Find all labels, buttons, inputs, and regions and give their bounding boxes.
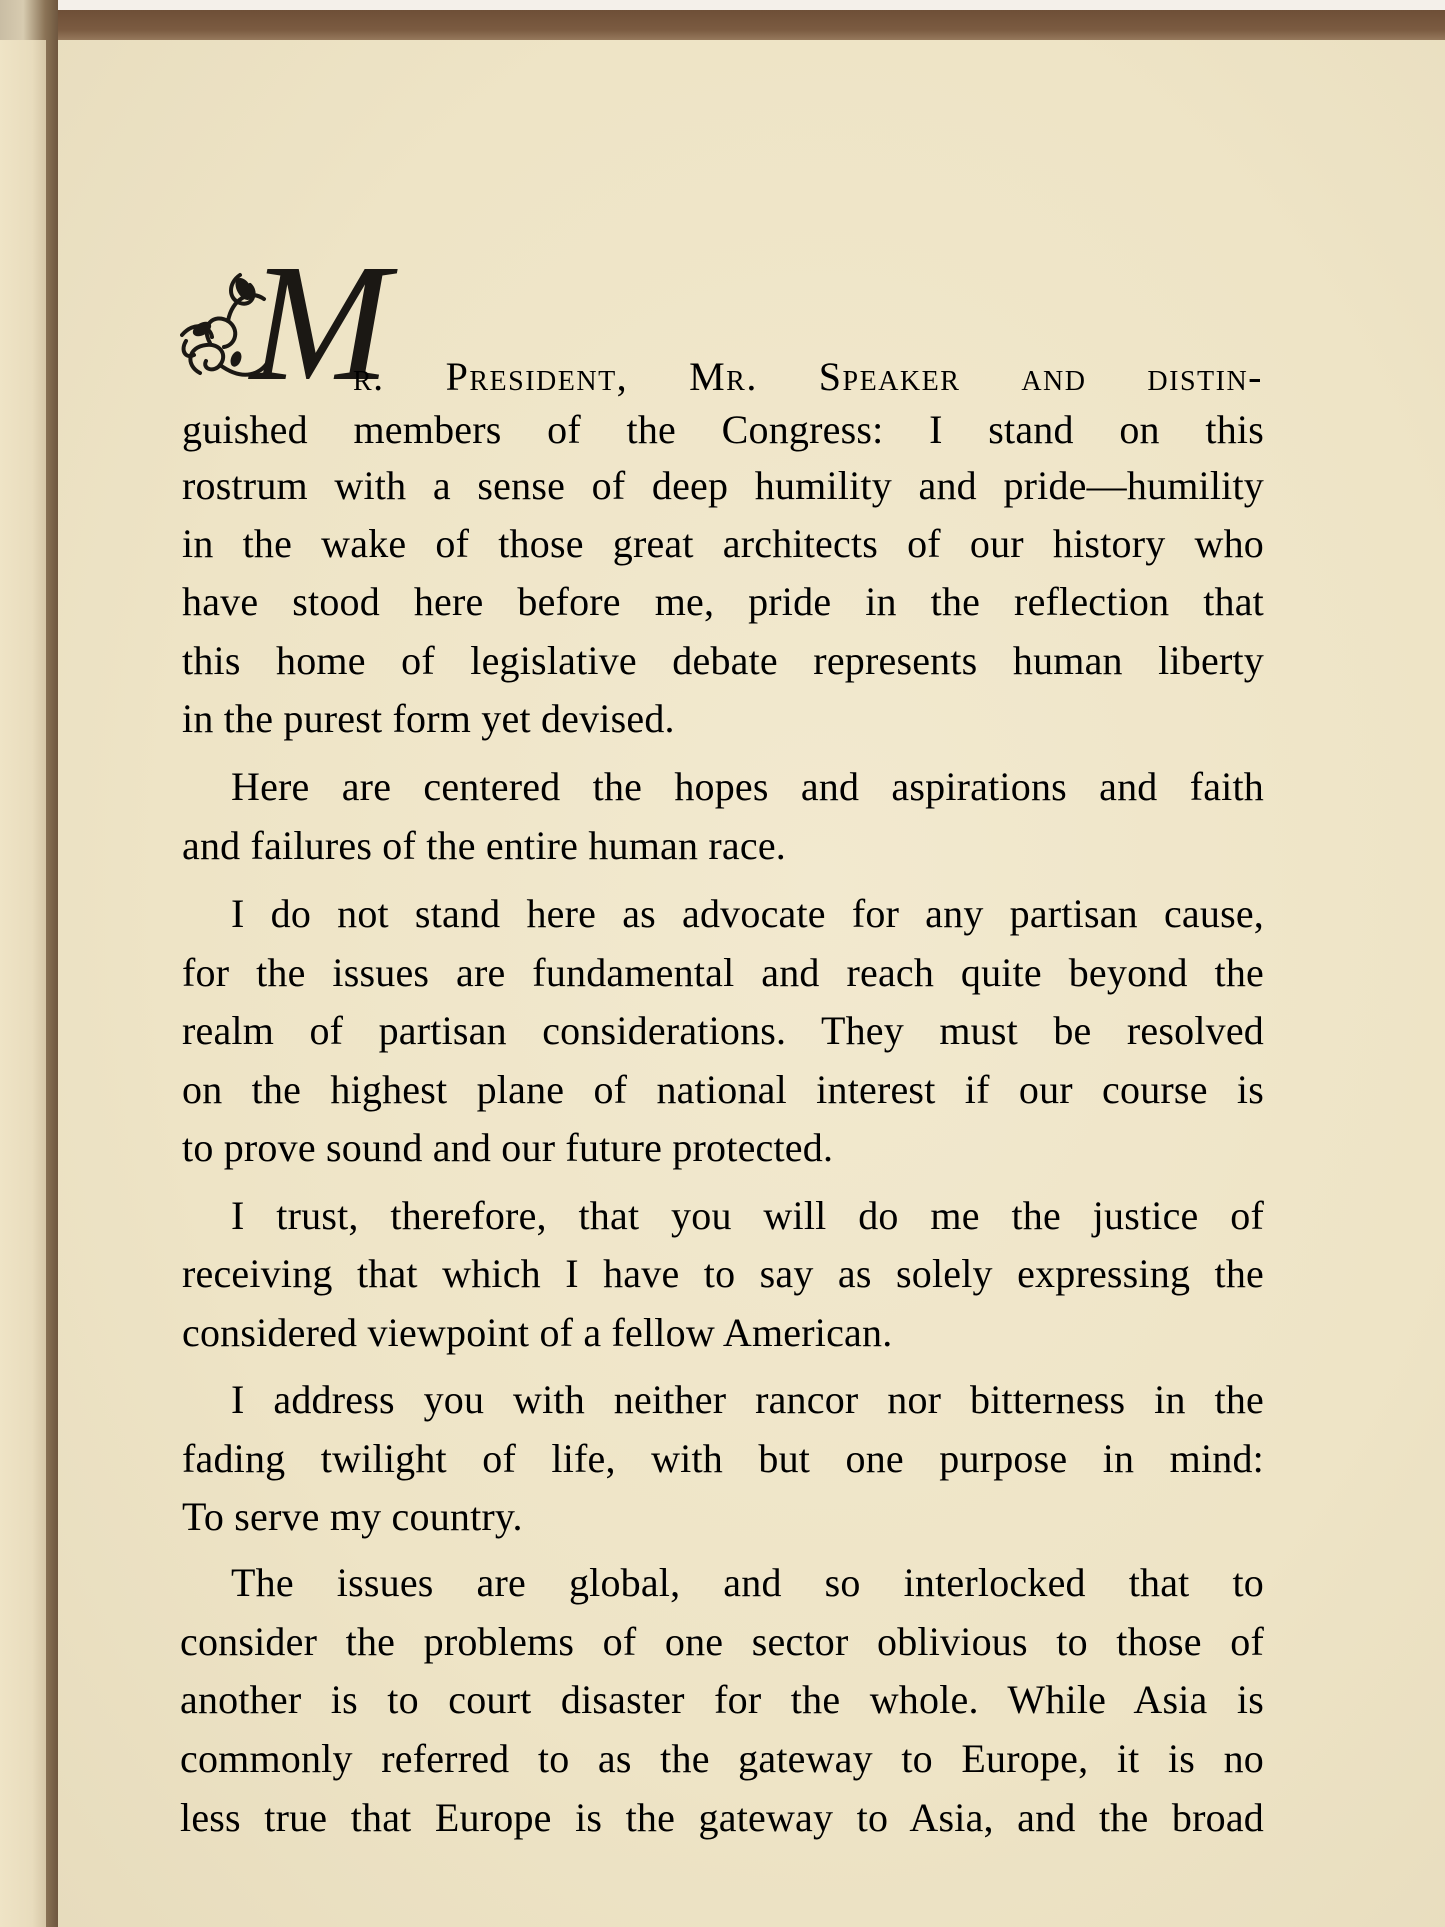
text-line: fading twilight of life, with but one purpose in mind: <box>182 1436 1264 1481</box>
text-line: receiving that which I have to say as solely expressing the <box>182 1251 1264 1296</box>
text-line: To serve my country. <box>182 1494 523 1539</box>
text-line: in the purest form yet devised. <box>182 696 675 741</box>
text-line: this home of legislative debate represents human liberty <box>182 638 1264 683</box>
text-line: guished members of the Congress: I stand on this <box>182 407 1264 452</box>
text-line: rostrum with a sense of deep humility and pride—humility <box>182 463 1264 508</box>
text-line: realm of partisan considerations. They must be resolved <box>182 1008 1264 1053</box>
text-line: in the wake of those great architects of our history who <box>182 521 1264 566</box>
dropcap-letter: M <box>250 230 390 416</box>
text-line: less true that Europe is the gateway to Asia, and the broad <box>180 1795 1264 1840</box>
text-line: considered viewpoint of a fellow American. <box>182 1310 893 1355</box>
text-line: and failures of the entire human race. <box>182 823 786 868</box>
text-line: have stood here before me, pride in the reflection that <box>182 579 1264 624</box>
dropcap <box>180 230 390 416</box>
book-board-edge <box>0 40 46 1927</box>
text-line: I do not stand here as advocate for any partisan cause, <box>231 891 1264 936</box>
text-line: The issues are global, and so interlocked that to <box>231 1560 1264 1605</box>
text-line: r. President, Mr. Speaker and distin- <box>353 354 1263 399</box>
text-line: to prove sound and our future protected. <box>182 1125 834 1170</box>
text-line: I address you with neither rancor nor bitterness in the <box>231 1377 1264 1422</box>
text-line: on the highest plane of national interest if our course is <box>182 1067 1264 1112</box>
text-line: for the issues are fundamental and reach quite beyond the <box>182 950 1264 995</box>
text-line: commonly referred to as the gateway to Europe, it is no <box>180 1736 1264 1781</box>
text-line: another is to court disaster for the whole. While Asia is <box>180 1677 1264 1722</box>
text-line: Here are centered the hopes and aspirations and faith <box>231 764 1264 809</box>
text-line: consider the problems of one sector oblivious to those of <box>180 1619 1264 1664</box>
text-line: I trust, therefore, that you will do me the justice of <box>231 1193 1264 1238</box>
